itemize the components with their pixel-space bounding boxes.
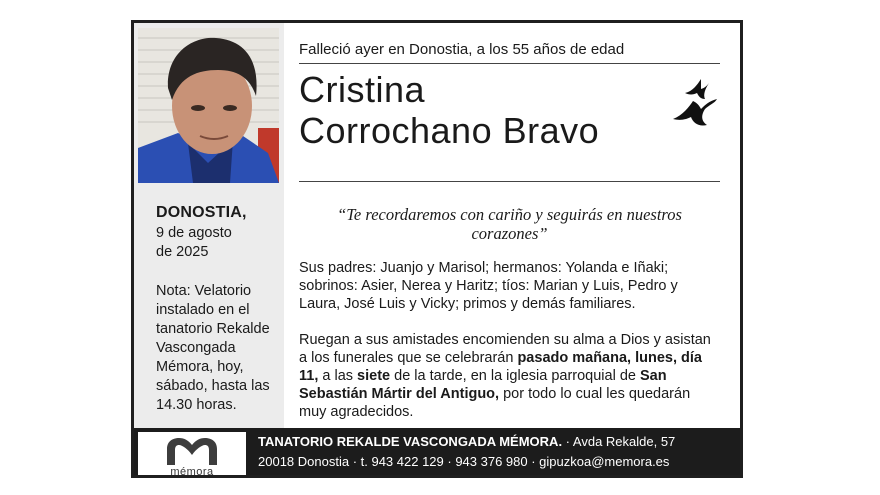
footer-bar: [134, 428, 740, 478]
footer-line-2: [258, 454, 669, 469]
wake-note: Nota: Velatorio instalado en el tanatorio Rekalde Vascongada Mémora, hoy, sábado, hasta las 14.30 horas.: [156, 283, 270, 413]
family-text: Sus padres: Juanjo y Marisol; hermanos: Yolanda e Iñaki; sobrinos: Asier, Nerea y Haritz; tíos: Marian y Luis, Pedro y Laura, José Luis y Vicky; primos y demás familiares.: [299, 260, 678, 312]
memora-m-icon: [165, 437, 219, 465]
deceased-name: [299, 69, 599, 151]
divider-top: [299, 63, 720, 64]
request-part-1: Ruegan a sus amistades encomienden su alma a Dios y asistan a los funerales que se celebrarán: [299, 332, 711, 366]
doves-icon: [671, 77, 719, 137]
place-label: DONOSTIA,: [156, 204, 247, 221]
date-line-1: 9 de agosto: [156, 225, 232, 241]
logo-text: mémora: [170, 466, 214, 478]
request-bold-1: pasado mañana, lunes, día 11,: [299, 350, 702, 384]
funeral-request: [299, 331, 720, 421]
memorial-quote: “Te recordaremos con cariño y seguirás en nuestros corazones”: [337, 205, 682, 243]
company-contact: · t. 943 422 129 · 943 376 980 · gipuzkoa@memora.es: [349, 454, 670, 469]
portrait-photo: [138, 28, 279, 183]
date-line-2: de 2025: [156, 244, 209, 260]
company-address: · Avda Rekalde, 57: [562, 434, 676, 449]
request-part-4: por todo lo cual les quedarán muy agradecidos.: [299, 386, 691, 420]
request-bold-3: San Sebastián Mártir del Antiguo,: [299, 368, 667, 402]
last-name: Corrochano Bravo: [299, 110, 600, 151]
request-part-3: de la tarde, en la iglesia parroquial de: [390, 368, 640, 384]
first-name: Cristina: [299, 69, 426, 110]
divider-bottom: [299, 181, 720, 182]
company-city: 20018 Donostia: [258, 454, 350, 469]
request-part-2: a las: [318, 368, 358, 384]
obituary-card: [131, 20, 743, 478]
request-bold-2: siete: [357, 368, 391, 384]
date-text: [156, 224, 266, 262]
memora-logo: [138, 432, 246, 478]
company-name: TANATORIO REKALDE VASCONGADA MÉMORA.: [258, 434, 563, 449]
left-panel: [134, 23, 284, 428]
intro-text: Falleció ayer en Donostia, a los 55 años de edad: [299, 41, 625, 58]
footer-line-1: [258, 434, 675, 449]
